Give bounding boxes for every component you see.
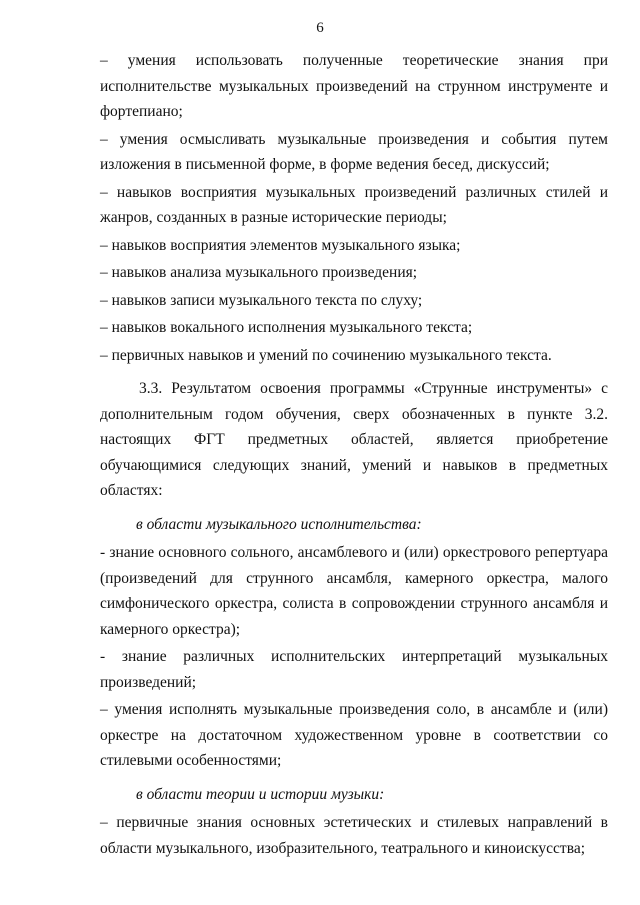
section-paragraph: 3.3. Результатом освоения программы «Струнные инструменты» с дополнительным годом обучения, сверх обозначенных в пункте 3.2. настоящих ФГТ предметных областей, является приобретение обучающимися следующих знаний, умений и навыков в предметных областях:	[100, 380, 608, 499]
page-number: 6	[316, 20, 324, 36]
list-item: - знание основного сольного, ансамблевого и (или) оркестрового репертуара (произведений для струнного ансамбля, камерного оркестра, малого симфонического оркестра, солиста в сопровождении струнного ансамбля и камерного оркестра);	[100, 544, 608, 638]
list-item: – первичных навыков и умений по сочинению музыкального текста.	[100, 346, 552, 364]
list-item: – навыков восприятия музыкальных произведений различных стилей и жанров, созданных в разные исторические периоды;	[100, 183, 608, 226]
list-item: – навыков восприятия элементов музыкального языка;	[100, 236, 461, 254]
list-item: – умения исполнять музыкальные произведения соло, в ансамбле и (или) оркестре на достаточном художественном уровне в соответствии со стилевыми особенностями;	[100, 701, 608, 769]
subheading-performance: в области музыкального исполнительства:	[136, 515, 422, 533]
list-item: – навыков анализа музыкального произведения;	[100, 264, 418, 281]
list-item: – умения осмысливать музыкальные произведения и события путем изложения в письменной форме, в форме ведения бесед, дискуссий;	[100, 130, 608, 173]
list-item: – первичные знания основных эстетических и стилевых направлений в области музыкального, изобразительного, театрального и киноискусства;	[100, 814, 608, 857]
list-item: – навыков записи музыкального текста по слуху;	[100, 291, 423, 309]
document-body	[100, 48, 608, 863]
list-item: – умения использовать полученные теоретические знания при исполнительстве музыкальных произведений на струнном инструменте и фортепиано;	[100, 52, 608, 120]
subheading-theory: в области теории и истории музыки:	[136, 785, 385, 803]
list-item: – навыков вокального исполнения музыкального текста;	[100, 319, 473, 336]
list-item: - знание различных исполнительских интерпретаций музыкальных произведений;	[100, 648, 608, 691]
